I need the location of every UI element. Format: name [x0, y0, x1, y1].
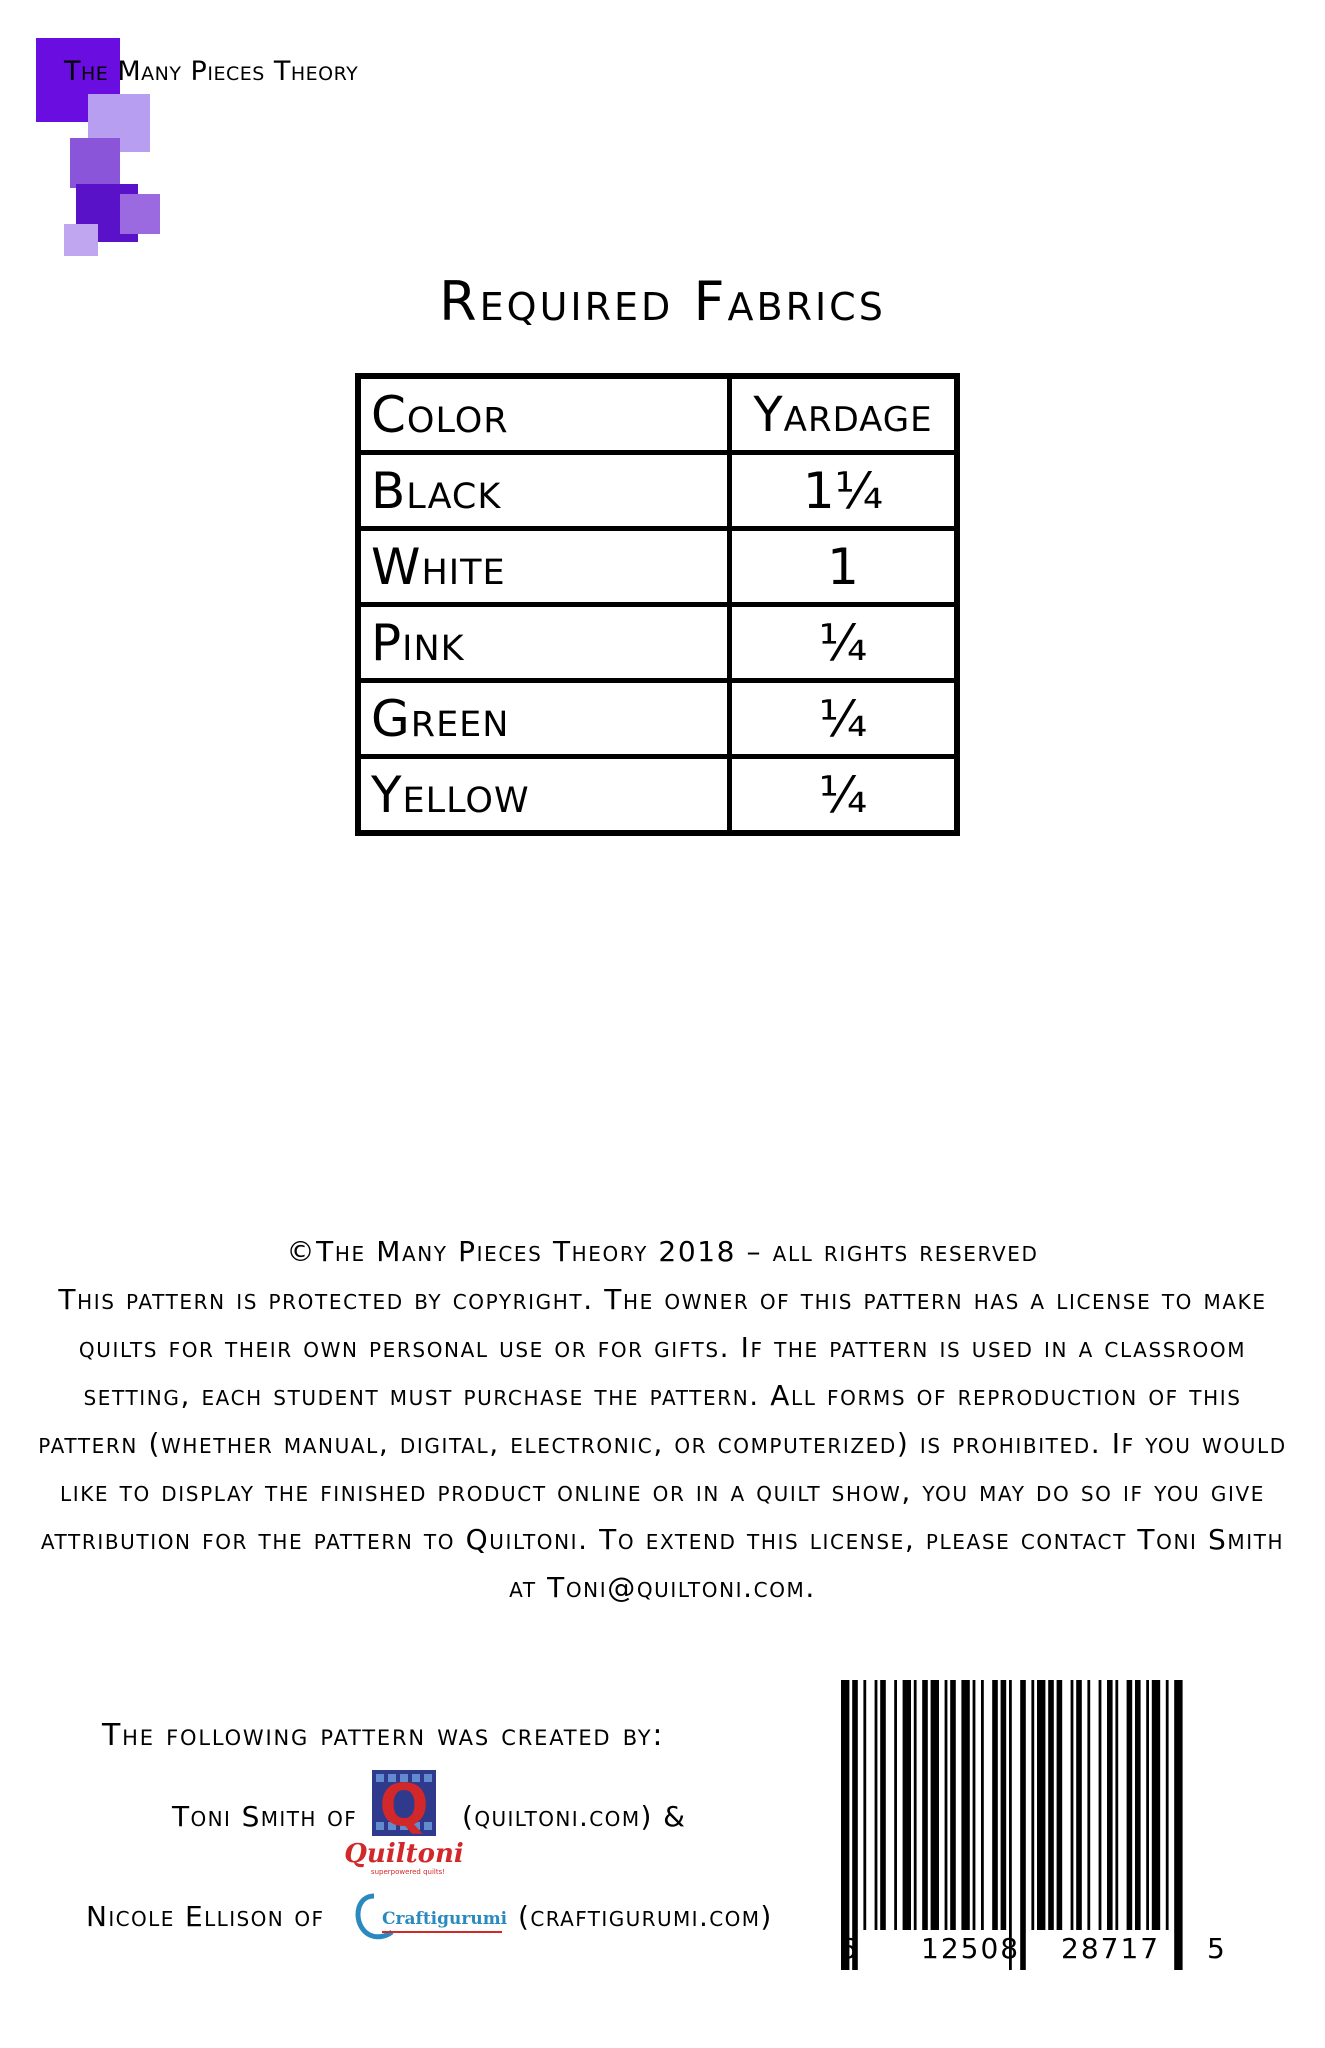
page-title: Required Fabrics	[439, 270, 886, 333]
fabric-color: Black	[358, 453, 730, 529]
column-header-color: Color	[358, 376, 730, 453]
fabric-yardage: 1	[730, 529, 958, 605]
barcode-bar	[1087, 1680, 1090, 1930]
barcode-bar	[1115, 1680, 1118, 1930]
barcode-bar	[922, 1680, 928, 1930]
barcode-bar	[1001, 1680, 1007, 1930]
barcode-bar	[1152, 1680, 1160, 1930]
barcode-bar	[1037, 1680, 1045, 1930]
copyright-heading: ©The Many Pieces Theory 2018 – all rights reserved	[286, 1235, 1039, 1268]
barcode-bar	[1146, 1680, 1149, 1930]
fabric-yardage: 1¼	[730, 453, 958, 529]
barcode-bar	[1009, 1680, 1012, 1970]
fabric-color: Yellow	[358, 757, 730, 834]
fabric-table	[355, 373, 960, 836]
credit-nicole-name: Nicole Ellison of	[86, 1900, 325, 1933]
barcode-digits	[825, 1932, 1270, 1972]
barcode-bar	[973, 1680, 976, 1930]
barcode-bar	[1099, 1680, 1102, 1930]
barcode-bar	[1135, 1680, 1141, 1930]
quiltoni-logo-tagline: superpowered quilts!	[370, 1868, 446, 1876]
craftigurumi-logo-text: Craftigurumi	[382, 1909, 507, 1929]
credit-toni-site: (quiltoni.com) &	[462, 1800, 687, 1833]
credit-nicole-site: (craftigurumi.com)	[518, 1900, 773, 1933]
barcode-bar	[1127, 1680, 1133, 1930]
barcode-bar	[894, 1680, 897, 1930]
table-row	[358, 605, 957, 681]
table-row	[358, 681, 957, 757]
barcode-bar	[981, 1680, 984, 1930]
barcode-bar	[880, 1680, 886, 1930]
logo-square	[120, 194, 160, 234]
barcode-bar	[1107, 1680, 1113, 1930]
credit-toni-name: Toni Smith of	[172, 1800, 358, 1833]
fabric-color: Pink	[358, 605, 730, 681]
copyright-notice	[30, 1228, 1295, 1612]
barcode-bar	[992, 1680, 998, 1930]
column-header-yardage: Yardage	[730, 376, 958, 453]
table-row	[358, 757, 957, 834]
fabric-yardage: ¼	[730, 681, 958, 757]
barcode-bar	[875, 1680, 878, 1930]
fabric-yardage: ¼	[730, 757, 958, 834]
barcode-bar	[945, 1680, 948, 1930]
fabric-yardage: ¼	[730, 605, 958, 681]
barcode	[825, 1680, 1270, 1970]
barcode-digit-group: 12508	[921, 1932, 1021, 1965]
barcode-bar	[1071, 1680, 1074, 1930]
barcode-bar	[1166, 1680, 1169, 1930]
table-row	[358, 453, 957, 529]
barcode-bar	[863, 1680, 866, 1930]
credits-intro: The following pattern was created by:	[102, 1718, 665, 1753]
table-header-row	[358, 376, 957, 453]
barcode-bar	[852, 1680, 858, 1970]
barcode-bar	[1020, 1680, 1026, 1970]
fabric-color: White	[358, 529, 730, 605]
copyright-body: This pattern is protected by copyright. The owner of this pattern has a license to make quilts for their own personal use or for gifts. If the pattern is used in a classroom setting, each student must purchase the pattern. All forms of reproduction of this pattern (whether manual, digital, electronic, or computerized) is prohibited. If you would like to display the finished product online or in a quilt show, you may do so if you give attribution for the pattern to Quiltoni. To extend this license, please contact Toni Smith at Toni@quiltoni.com.	[38, 1283, 1287, 1604]
barcode-digit-group: 6	[839, 1932, 859, 1965]
barcode-bar	[841, 1680, 849, 1970]
barcode-bar	[914, 1680, 917, 1930]
logo-square	[64, 224, 98, 256]
barcode-bar	[931, 1680, 939, 1930]
barcode-bar	[961, 1680, 969, 1930]
quiltoni-logo-q: Q	[379, 1771, 429, 1839]
barcode-bar	[1174, 1680, 1182, 1970]
quiltoni-logo-text: Quiltoni	[344, 1839, 464, 1869]
craftigurumi-logo	[352, 1888, 507, 1946]
barcode-digit-group: 5	[1207, 1932, 1227, 1965]
barcode-digit-group: 28717	[1061, 1932, 1161, 1965]
barcode-bar	[903, 1680, 911, 1930]
table-row	[358, 529, 957, 605]
quiltoni-logo	[344, 1770, 464, 1880]
barcode-bar	[1031, 1680, 1034, 1930]
fabric-color: Green	[358, 681, 730, 757]
barcode-bar	[1076, 1680, 1082, 1930]
barcode-bar	[1048, 1680, 1054, 1930]
logo-square	[70, 138, 120, 188]
barcode-bar	[950, 1680, 956, 1930]
barcode-bar	[1057, 1680, 1063, 1930]
brand-name: The Many Pieces Theory	[64, 56, 359, 87]
